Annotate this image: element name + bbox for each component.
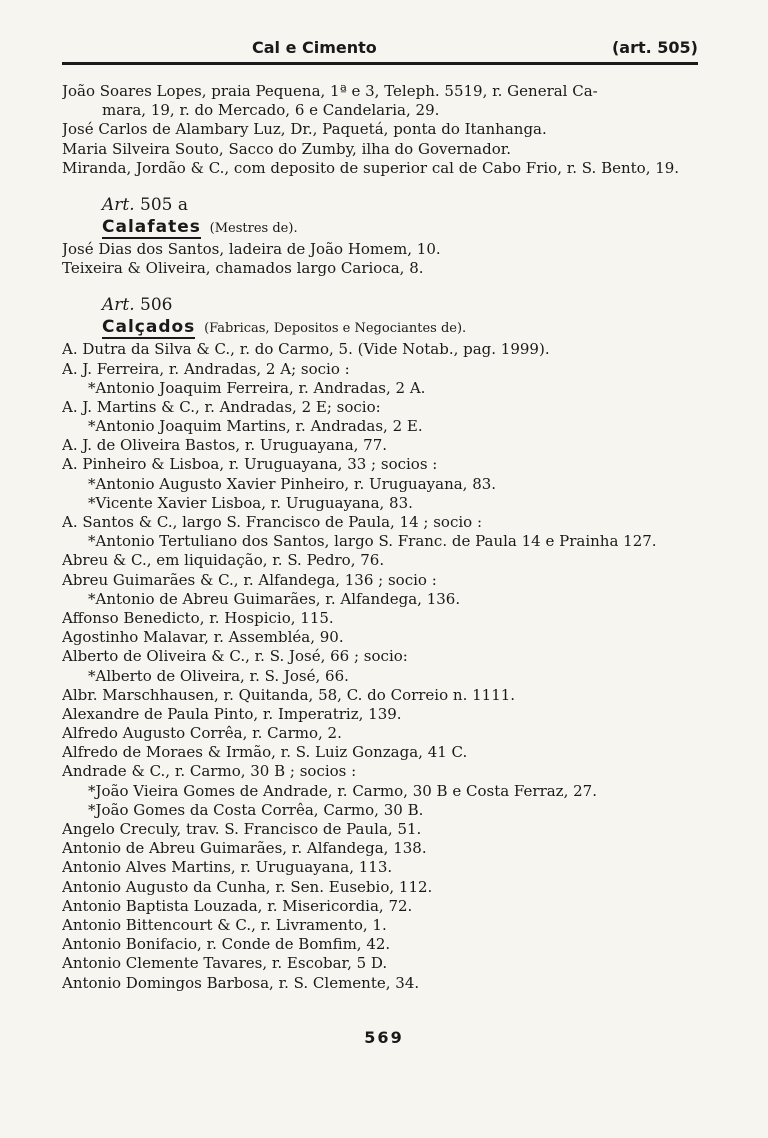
list-item: José Carlos de Alambary Luz, Dr., Paquetá, ponta do Itanhanga. [62, 120, 547, 139]
list-item: Antonio de Abreu Guimarães, r. Alfandega, 138. [62, 839, 427, 858]
list-item: Alberto de Oliveira & C., r. S. José, 66 ; socio: [62, 647, 408, 666]
page-header [62, 36, 698, 65]
header-title: Cal e Cimento [252, 38, 377, 57]
list-item: Angelo Creculy, trav. S. Francisco de Paula, 51. [62, 820, 422, 838]
article-number: 506 [140, 295, 173, 316]
list-item: Antonio Clemente Tavares, r. Escobar, 5 D. [62, 954, 388, 973]
list-item-continuation: mara, 19, r. do Mercado, 6 e Candelaria, 29. [102, 101, 440, 120]
partner-item: *Antonio Augusto Xavier Pinheiro, r. Uruguayana, 83. [88, 474, 497, 493]
article-label: Art. [102, 295, 135, 316]
list-item: Antonio Bonifacio, r. Conde de Bomfim, 42. [62, 935, 391, 954]
section-506 [62, 294, 698, 992]
list-item: Agostinho Malavar, r. Assembléa, 90. [62, 628, 344, 647]
list-item: Alexandre de Paula Pinto, r. Imperatriz, 139. [62, 704, 402, 723]
list-item: A. Santos & C., largo S. Francisco de Paula, 14 ; socio : [62, 513, 483, 531]
list-item: A. J. de Oliveira Bastos, r. Uruguayana, 77. [62, 436, 388, 455]
intro-entries [62, 82, 698, 178]
partner-item: *Antonio Joaquim Ferreira, r. Andradas, 2 A. [88, 378, 426, 397]
section-name: Calçados [102, 317, 196, 338]
list-item: José Dias dos Santos, ladeira de João Homem, 10. [62, 239, 441, 258]
article-number: 505 a [140, 194, 189, 215]
section-name: Calafates [102, 216, 201, 237]
section-title [62, 316, 698, 340]
list-item: Antonio Alves Martins, r. Uruguayana, 113. [62, 858, 393, 877]
list-item: Abreu Guimarães & C., r. Alfandega, 136 ; socio : [62, 570, 437, 589]
list-item: A. Pinheiro & Lisboa, r. Uruguayana, 33 ; socios : [62, 455, 438, 474]
list-item: A. J. Ferreira, r. Andradas, 2 A; socio : [62, 359, 350, 378]
list-item: Affonso Benedicto, r. Hospicio, 115. [62, 608, 334, 627]
article-heading [62, 294, 698, 316]
section-description: (Fabricas, Depositos e Negociantes de). [204, 321, 467, 337]
partner-item: *Alberto de Oliveira, r. S. José, 66. [88, 666, 349, 685]
list-item: Antonio Bittencourt & C., r. Livramento, 1. [62, 915, 387, 934]
list-item: Alfredo Augusto Corrêa, r. Carmo, 2. [62, 724, 342, 743]
article-label: Art. [102, 194, 135, 215]
list-item: Miranda, Jordão & C., com deposito de superior cal de Cabo Frio, r. S. Bento, 19. [62, 158, 680, 177]
list-item: Antonio Augusto da Cunha, r. Sen. Eusebio, 112. [62, 877, 433, 896]
article-heading [62, 194, 698, 216]
page-number: 569 [364, 1028, 404, 1047]
section-description: (Mestres de). [209, 220, 298, 236]
list-item: Alfredo de Moraes & Irmão, r. S. Luiz Gonzaga, 41 C. [62, 743, 468, 762]
section-505a [62, 194, 698, 278]
page-content [62, 82, 698, 993]
partner-item: *Antonio de Abreu Guimarães, r. Alfandega, 136. [88, 589, 461, 608]
list-item: Abreu & C., em liquidação, r. S. Pedro, 76. [62, 551, 385, 570]
partner-item: *Vicente Xavier Lisboa, r. Uruguayana, 83. [88, 493, 413, 512]
list-item: Andrade & C., r. Carmo, 30 B ; socios : [62, 762, 357, 781]
list-item: A. J. Martins & C., r. Andradas, 2 E; socio: [62, 397, 381, 416]
list-item: Teixeira & Oliveira, chamados largo Carioca, 8. [62, 259, 424, 278]
partner-item: *João Vieira Gomes de Andrade, r. Carmo, 30 B e Costa Ferraz, 27. [88, 781, 597, 800]
partner-item: *Antonio Joaquim Martins, r. Andradas, 2 E. [88, 417, 423, 436]
list-item: A. Dutra da Silva & C., r. do Carmo, 5. (Vide Notab., pag. 1999). [62, 340, 550, 359]
list-item: Antonio Domingos Barbosa, r. S. Clemente, 34. [62, 973, 420, 992]
list-item: Albr. Marschhausen, r. Quitanda, 58, C. do Correio n. 1111. [62, 685, 516, 704]
section-title [62, 216, 698, 240]
list-item: Antonio Baptista Louzada, r. Misericordia, 72. [62, 896, 413, 915]
list-item: Maria Silveira Souto, Sacco do Zumby, ilha do Governador. [62, 139, 512, 158]
header-article: (art. 505) [611, 38, 698, 57]
list-item: João Soares Lopes, praia Pequena, 1ª e 3, Teleph. 5519, r. General Ca- [62, 82, 598, 100]
partner-item: *Antonio Tertuliano dos Santos, largo S. Franc. de Paula 14 e Prainha 127. [88, 532, 657, 551]
partner-item: *João Gomes da Costa Corrêa, Carmo, 30 B. [88, 800, 424, 819]
